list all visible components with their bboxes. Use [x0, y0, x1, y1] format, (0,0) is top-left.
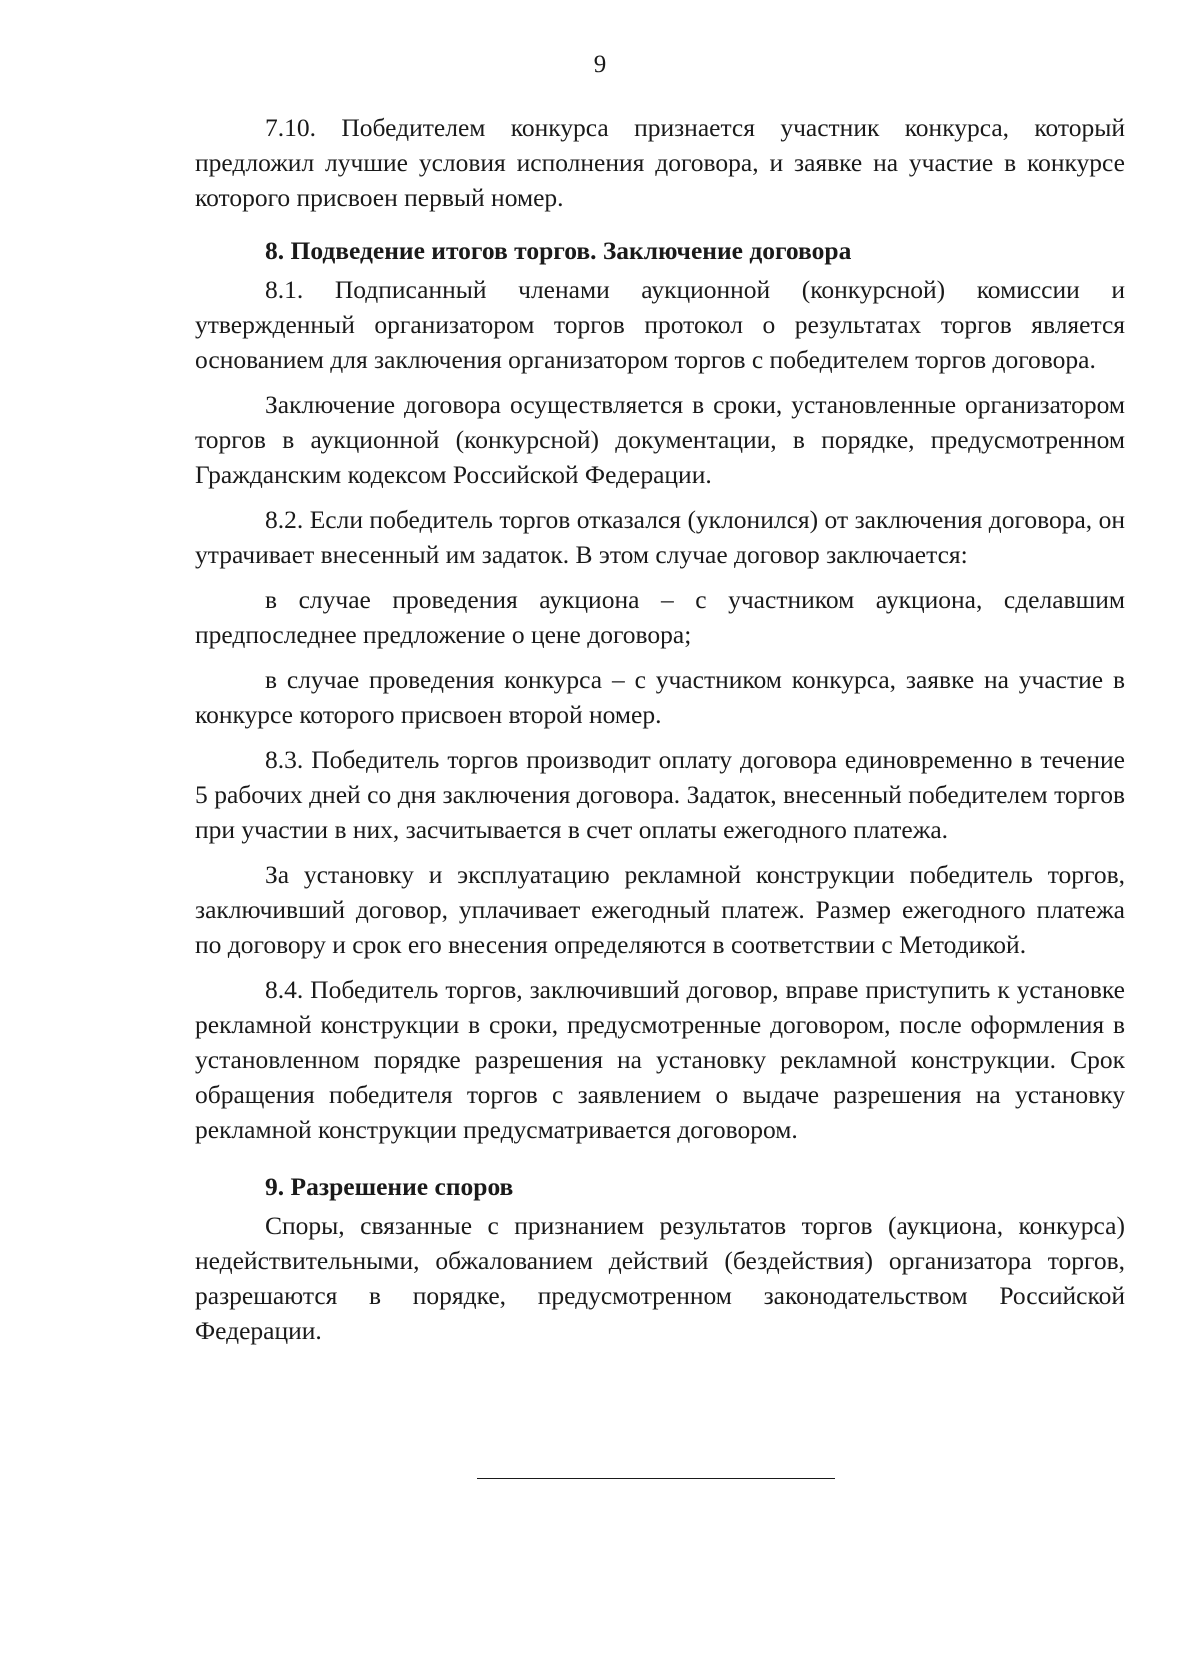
paragraph-8-2-contest: в случае проведения конкурса – с участником конкурса, заявке на участие в конкурсе которого присвоен второй номер. — [195, 665, 1125, 729]
section-9-heading: 9. Разрешение споров — [265, 1172, 514, 1201]
paragraph-7-10: 7.10. Победителем конкурса признается участник конкурса, который предложил лучшие условия исполнения договора, и заявке на участие в конкурсе которого присвоен первый номер. — [195, 113, 1125, 212]
paragraph-8-2: 8.2. Если победитель торгов отказался (уклонился) от заключения договора, он утрачивает внесенный им задаток. В этом случае договор заключается: — [195, 505, 1125, 569]
paragraph-8-1: 8.1. Подписанный членами аукционной (конкурсной) комиссии и утвержденный организатором торгов протокол о результатах торгов является основанием для заключения организатором торгов с победителем торгов договора. — [195, 275, 1125, 374]
paragraph-8-2-auction: в случае проведения аукциона – с участником аукциона, сделавшим предпоследнее предложение о цене договора; — [195, 585, 1125, 649]
section-8-heading: 8. Подведение итогов торгов. Заключение договора — [265, 236, 852, 265]
page-number: 9 — [593, 51, 607, 78]
document-body — [195, 110, 1125, 1348]
paragraph-8-4: 8.4. Победитель торгов, заключивший договор, вправе приступить к установке рекламной конструкции в сроки, предусмотренные договором, после оформления в установленном порядке разрешения на установку рекламной конструкции. Срок обращения победителя торгов с заявлением о выдаче разрешения на установку рекламной конструкции предусматривается договором. — [195, 975, 1125, 1144]
paragraph-8-3: 8.3. Победитель торгов производит оплату договора единовременно в течение 5 рабочих дней со дня заключения договора. Задаток, внесенный победителем торгов при участии в них, засчитывается в счет оплаты ежегодного платежа. — [195, 745, 1125, 844]
paragraph-8-1-conclusion: Заключение договора осуществляется в сроки, установленные организатором торгов в аукционной (конкурсной) документации, в порядке, предусмотренном Гражданским кодексом Российской Федерации. — [195, 390, 1125, 489]
end-divider — [477, 1478, 835, 1479]
paragraph-8-3-payment: За установку и эксплуатацию рекламной конструкции победитель торгов, заключивший договор, уплачивает ежегодный платеж. Размер ежегодного платежа по договору и срок его внесения определяются в соответствии с Методикой. — [195, 860, 1125, 959]
paragraph-9: Споры, связанные с признанием результатов торгов (аукциона, конкурса) недействительными, обжалованием действий (бездействия) организатора торгов, разрешаются в порядке, предусмотренном законодательством Российской Федерации. — [195, 1211, 1125, 1345]
